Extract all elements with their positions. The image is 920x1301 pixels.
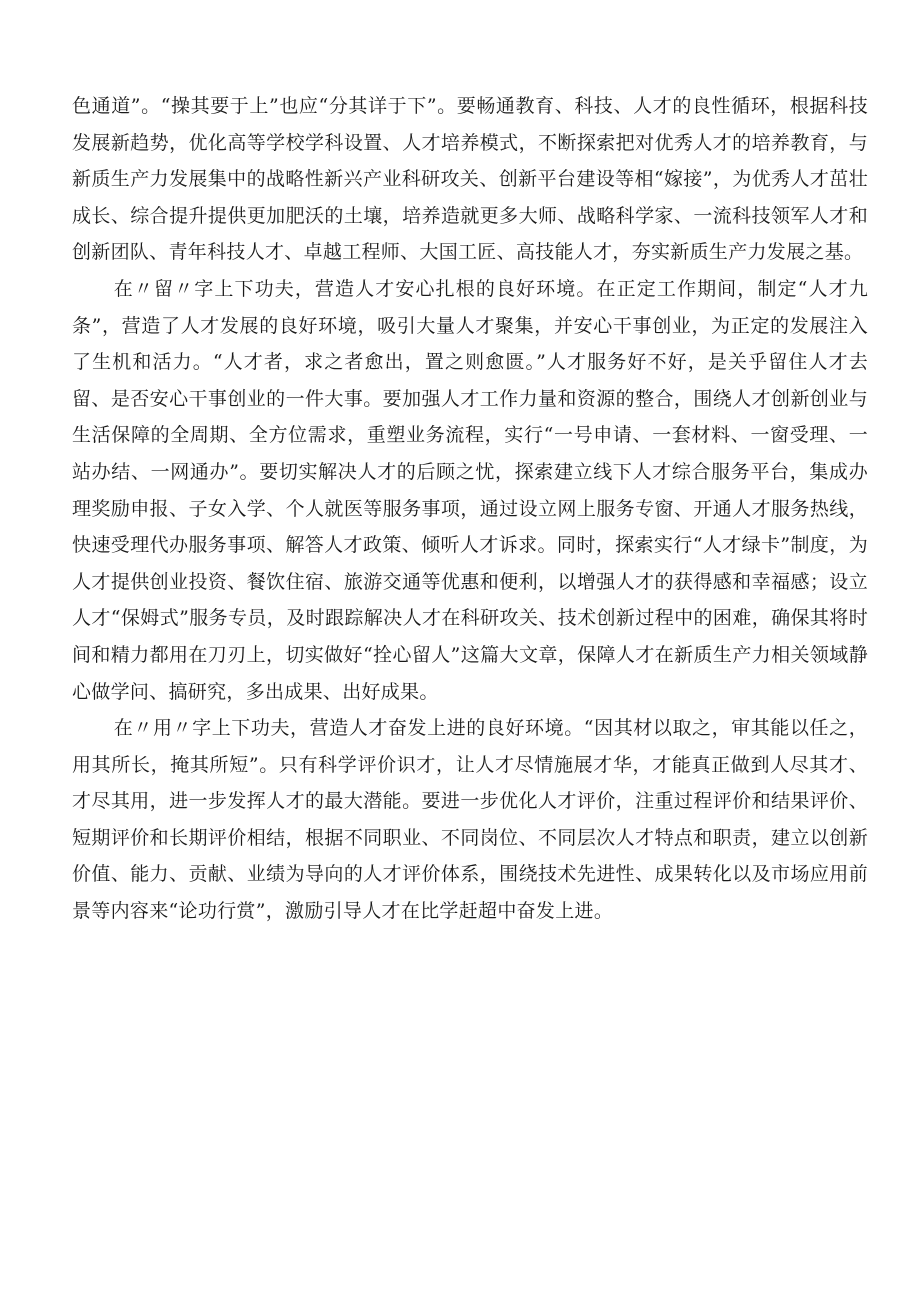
paragraph-use-talent: 在〃用〃字上下功夫，营造人才奋发上进的良好环境。“因其材以取之，审其能以任之，用其所长，掩其所短”。只有科学评价识才，让人才尽情施展才华，才能真正做到人尽其才、才尽其用，进一步发挥人才的最大潜能。要进一步优化人才评价，注重过程评价和结果评价、短期评价和长期评价相结，根据不同职业、不同岗位、不同层次人才特点和职责，建立以创新价值、能力、贡献、业绩为导向的人才评价体系，围绕技术先进性、成果转化以及市场应用前景等内容来“论功行赏”，激励引导人才在比学赶超中奋发上进。 bbox=[72, 717, 868, 923]
document-page bbox=[72, 88, 868, 930]
paragraph-continuation: 色通道”。“操其要于上”也应“分其详于下”。要畅通教育、科技、人才的良性循环，根据科技发展新趋势，优化高等学校学科设置、人才培养模式，不断探索把对优秀人才的培养教育，与新质生产力发展集中的战略性新兴产业科研攻关、创新平台建设等相“嫁接”，为优秀人才茁壮成长、综合提升提供更加肥沃的土壤，培养造就更多大师、战略科学家、一流科技领军人才和创新团队、青年科技人才、卓越工程师、大国工匠、高技能人才，夯实新质生产力发展之基。 bbox=[72, 95, 868, 264]
paragraph-retain-talent: 在〃留〃字上下功夫，营造人才安心扎根的良好环境。在正定工作期间，制定“人才九条”，营造了人才发展的良好环境，吸引大量人才聚集，并安心干事创业，为正定的发展注入了生机和活力。“人才者，求之者愈出，置之则愈匮。”人才服务好不好，是关乎留住人才去留、是否安心干事创业的一件大事。要加强人才工作力量和资源的整合，围绕人才创新创业与生活保障的全周期、全方位需求，重塑业务流程，实行“一号申请、一套材料、一窗受理、一站办结、一网通办”。要切实解决人才的后顾之忧，探索建立线下人才综合服务平台，集成办理奖励申报、子女入学、个人就医等服务事项，通过设立网上服务专窗、开通人才服务热线，快速受理代办服务事项、解答人才政策、倾听人才诉求。同时，探索实行“人才绿卡”制度，为人才提供创业投资、餐饮住宿、旅游交通等优惠和便利，以增强人才的获得感和幸福感；设立人才“保姆式”服务专员，及时跟踪解决人才在科研攻关、技术创新过程中的困难，确保其将时间和精力都用在刀刃上，切实做好“拴心留人”这篇大文章，保障人才在新质生产力相关领域静心做学问、搞研究，多出成果、出好成果。 bbox=[72, 277, 868, 703]
